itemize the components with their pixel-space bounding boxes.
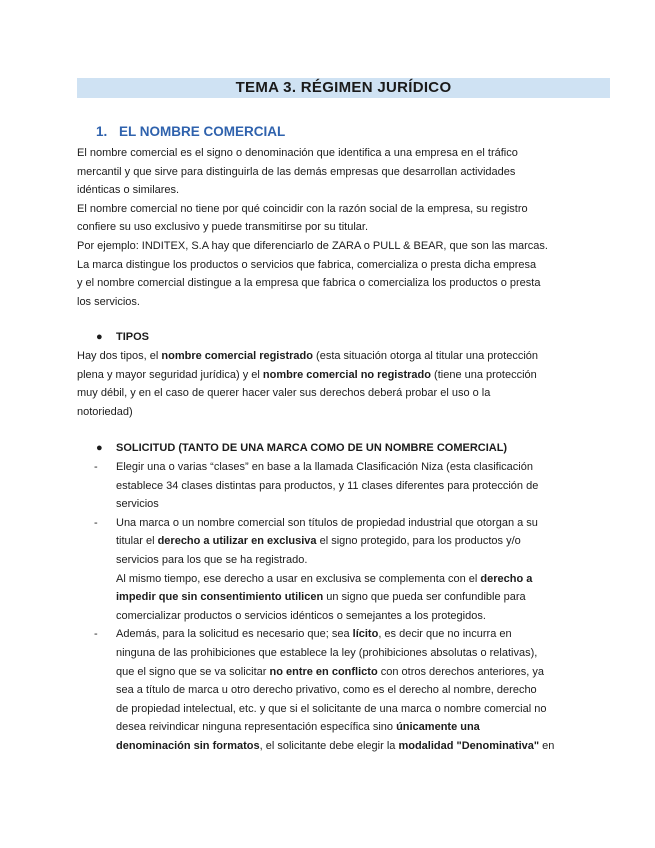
text-line <box>116 663 609 682</box>
bold-run: únicamente una <box>396 721 480 734</box>
text-run: titular el <box>116 535 158 548</box>
text-line: servicios <box>116 498 159 511</box>
text-run: , es decir que no incurra en <box>378 628 512 641</box>
text-run: en <box>539 739 555 752</box>
text-run: con otros derechos anteriores, ya <box>377 665 544 678</box>
bold-run: derecho a utilizar en exclusiva <box>157 535 317 548</box>
tipos-heading <box>96 328 149 346</box>
text-line: mercantil y que sirve para distinguirla de las demás empresas que desarrollan actividades <box>77 165 516 178</box>
text-line: idénticas o similares. <box>77 184 180 197</box>
text-run: plena y mayor seguridad jurídica) y el <box>77 368 263 381</box>
text-line <box>116 588 609 607</box>
list-item <box>94 514 609 626</box>
text-line <box>116 570 609 589</box>
bullet-icon: ● <box>96 331 103 343</box>
text-line: Una marca o un nombre comercial son títulos de propiedad industrial que otorgan a su <box>116 516 538 529</box>
text-line <box>77 366 609 385</box>
text-run: , el solicitante debe elegir la <box>259 739 399 752</box>
section-heading <box>96 123 285 141</box>
text-line: muy débil, y en el caso de querer hacer valer sus derechos deberá probar el uso o la <box>77 387 491 400</box>
text-line: los servicios. <box>77 295 140 308</box>
text-line: El nombre comercial no tiene por qué coincidir con la razón social de la empresa, su registro <box>77 202 528 215</box>
dash-marker: - <box>94 516 98 529</box>
bold-run: modalidad "Denominativa" <box>398 739 540 752</box>
bold-run: nombre comercial registrado <box>161 350 313 362</box>
section-number: 1. <box>96 124 108 139</box>
text-line <box>116 737 609 756</box>
solicitud-title: SOLICITUD (TANTO DE UNA MARCA COMO DE UN NOMBRE COMERCIAL) <box>116 442 508 454</box>
text-line: Por ejemplo: INDITEX, S.A hay que diferenciarlo de ZARA o PULL & BEAR, que son las marcas. <box>77 239 548 252</box>
text-line: Elegir una o varias “clases” en base a la llamada Clasificación Niza (esta clasificación <box>116 461 533 473</box>
text-run: desea reivindicar ninguna representación específica sino <box>116 721 397 734</box>
bold-run: no entre en conflicto <box>269 665 378 678</box>
text-line: servicios para los que se ha registrado. <box>116 553 308 566</box>
text-line <box>116 532 609 551</box>
dash-marker: - <box>94 628 98 641</box>
text-line: comercializar productos o servicios idénticos o semejantes a los protegidos. <box>116 609 486 622</box>
text-run: Hay dos tipos, el <box>77 350 162 362</box>
text-run: que el signo que se va solicitar <box>116 665 270 678</box>
text-line: establece 34 clases distintas para productos, y 11 clases diferentes para protección de <box>116 479 539 492</box>
text-run: (esta situación otorga al titular una protección <box>312 350 539 362</box>
tipos-paragraph <box>77 347 609 421</box>
dash-marker: - <box>94 461 98 473</box>
text-line: de propiedad intelectual, etc. y que si el solicitante de una marca o nombre comercial no <box>116 702 547 715</box>
text-line: La marca distingue los productos o servicios que fabrica, comercializa o presta dicha empresa <box>77 258 537 271</box>
list-item <box>94 458 609 514</box>
bold-run: lícito <box>352 628 379 641</box>
solicitud-list <box>94 458 609 756</box>
bullet-icon: ● <box>96 442 103 454</box>
text-run: Además, para la solicitud es necesario que; sea <box>116 628 353 641</box>
tipos-title: TIPOS <box>116 331 150 343</box>
text-line <box>116 718 609 737</box>
text-line: y el nombre comercial distingue a la empresa que fabrica o comercializa los productos o presta <box>77 277 541 290</box>
bold-run: derecho a <box>480 572 533 585</box>
text-line <box>116 625 609 644</box>
text-line <box>77 347 609 366</box>
text-run: el signo protegido, para los productos y/o <box>316 535 521 548</box>
section-title: EL NOMBRE COMERCIAL <box>119 124 286 139</box>
text-line: ninguna de las prohibiciones que establece la ley (prohibiciones absolutas o relativas), <box>116 646 538 659</box>
text-line: notoriedad) <box>77 405 133 418</box>
list-item <box>94 625 609 755</box>
text-run: (tiene una protección <box>430 368 537 381</box>
intro-paragraph <box>77 144 609 311</box>
text-run: Al mismo tiempo, ese derecho a usar en exclusiva se complementa con el <box>116 572 481 585</box>
page-title: TEMA 3. RÉGIMEN JURÍDICO <box>77 78 610 98</box>
bold-run: impedir que sin consentimiento utilicen <box>116 591 324 604</box>
text-line: El nombre comercial es el signo o denominación que identifica a una empresa en el tráfico <box>77 147 518 159</box>
text-line: sea a título de marca u otro derecho privativo, como es el derecho al nombre, derecho <box>116 684 537 697</box>
bold-run: denominación sin formatos <box>116 739 260 752</box>
text-line: confiere su uso exclusivo y puede transmitirse por su titular. <box>77 221 369 234</box>
bold-run: nombre comercial no registrado <box>262 368 431 381</box>
solicitud-heading <box>96 439 507 457</box>
text-run: un signo que pueda ser confundible para <box>323 591 526 604</box>
